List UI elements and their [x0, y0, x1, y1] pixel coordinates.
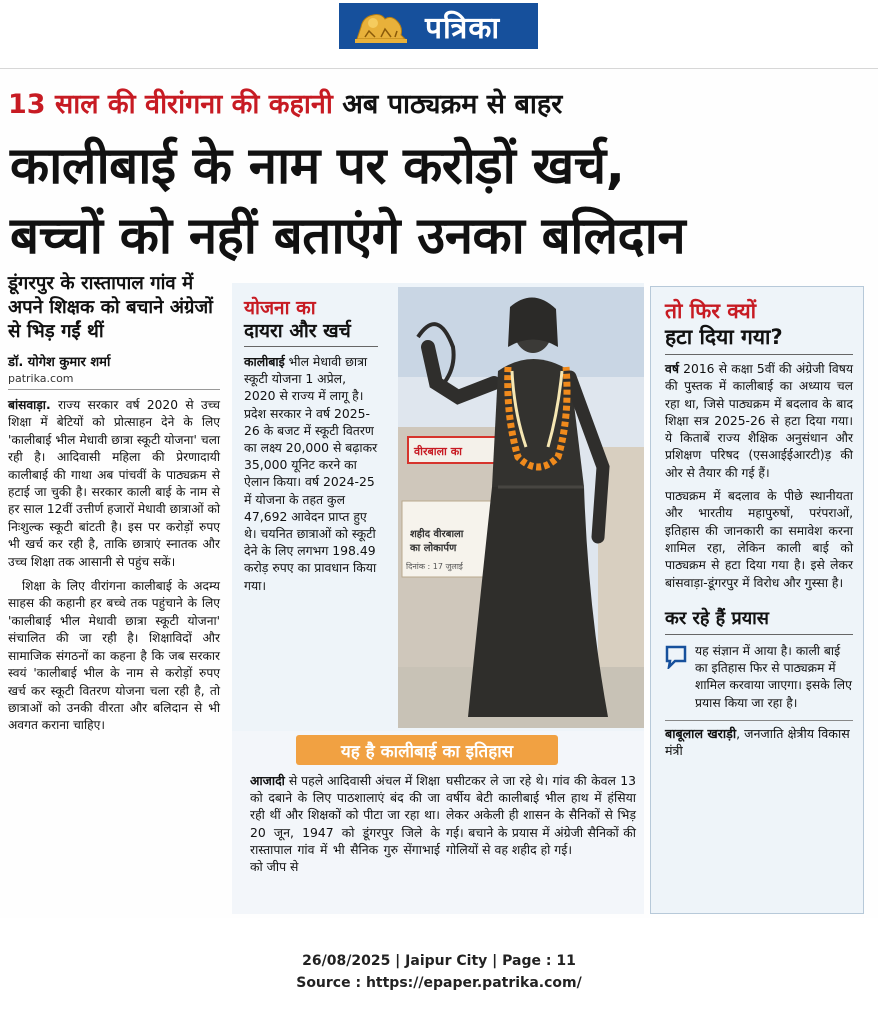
photo-banner-text: वीरबाला का — [414, 445, 463, 458]
footer-source-link[interactable]: Source : https://epaper.patrika.com/ — [296, 975, 582, 991]
minister-quote — [665, 643, 853, 712]
sidebar-paragraph-1 — [665, 361, 853, 482]
kicker-black: अब पाठ्यक्रम से बाहर — [342, 89, 563, 120]
headline-line-1: कालीबाई के नाम पर करोड़ों खर्च, — [10, 137, 625, 196]
deck: डूंगरपुर के रास्तापाल गांव में अपने शिक्षक को बचाने अंग्रेजों से भिड़ गईं थीं — [8, 273, 213, 342]
paragraph-2: शिक्षा के लिए वीरांगना कालीबाई के अदम्य साहस की कहानी हर बच्चे तक पहुंचाने के लिए 'कालीबाई भील मेधावी छात्रा स्कूटी योजना' संचालित की जा रही है। शिक्षाविदों और सामाजिक संगठनों का कहना है कि जब सरकार स्वयं 'कालीबाई भील के नाम से करोड़ों रुपए खर्च कर स्कूटी वितरण योजना चला रही है, तो छात्राओं को उनकी वीरता और बलिदान से भी अवगत कराना चाहिए। — [8, 579, 220, 733]
quote-author-role: , जनजाति क्षेत्रीय विकास मंत्री — [665, 726, 850, 759]
statue-photo-illustration — [398, 287, 644, 728]
quote-author-name: बाबूलाल खराड़ी — [665, 726, 737, 742]
photo-plaque-line-1: शहीद वीरबाला — [410, 529, 464, 540]
photo-plaque-line-2: का लोकार्पण — [410, 543, 457, 554]
sidebar-box — [650, 286, 864, 914]
sidebar-subtitle: हटा दिया गया? — [665, 325, 853, 355]
sidebar-title: तो फिर क्यों — [665, 299, 757, 323]
history-banner: यह है कालीबाई का इतिहास — [296, 735, 558, 765]
scheme-box-body: भील मेधावी छात्रा स्कूटी योजना 1 अप्रेल, 2020 से राज्य में लागू है। प्रदेश सरकार ने वर्ष 2025-26 के बजट में स्कूटी वितरण का लक्ष्य 20,000 से बढ़ाकर 35,000 यूनिट करने का ऐलान किया। वर्ष 2024-25 में योजना के तहत कुल 47,692 आवेदन प्राप्त हुए थे। चयनित छात्राओं को स्कूटी देने के लिए लगभग 198.49 करोड़ रुपए का प्रावधान किया गया। — [244, 354, 378, 593]
sidebar-lead: वर्ष — [665, 362, 679, 376]
kalibai-statue-photo — [398, 287, 644, 728]
history-column-2: घसीटकर ले जा रहे थे। गांव की केवल 13 वर्षीय बेटी कालीबाई भील हाथ में हंसिया लेकर अकेली ही शासन के सैनिकों से भिड़ गई। बचाने के प्रयास में अंग्रेजी सैनिकों की गोलियों से वह शहीद हो गई। — [446, 773, 636, 857]
footer-date-edition: 26/08/2025 | Jaipur City | Page : 11 — [302, 953, 576, 969]
footer — [0, 950, 878, 994]
kicker-red: 13 साल की वीरांगना की कहानी — [8, 89, 333, 120]
scheme-box-title: योजना का — [244, 297, 316, 319]
sidebar-heading-2: कर रहे हैं प्रयास — [665, 606, 853, 635]
masthead-title: पत्रिका — [425, 10, 501, 46]
scheme-box-text — [244, 353, 378, 594]
lion-emblem-logo — [351, 7, 411, 45]
left-column — [8, 272, 220, 912]
byline: डॉ. योगेश कुमार शर्मा — [8, 355, 111, 370]
quote-author — [665, 720, 853, 759]
scheme-box-subtitle: दायरा और खर्च — [244, 320, 378, 347]
history-column-1 — [250, 772, 440, 875]
kicker — [8, 84, 562, 121]
sidebar-paragraph-2: पाठ्यक्रम में बदलाव के पीछे स्थानीयता और भारतीय महापुरुषों, परंपराओं, इतिहास की जानकारी का समावेश करना शामिल रहा, लेकिन काली बाई को पाठ्यक्रम से हटा दिया गया है। इसे लेकर बांसवाड़ा-डूंगरपुर में विरोध और गुस्सा है। — [665, 489, 853, 590]
byline-site: patrika.com — [8, 372, 220, 390]
quote-text: यह संज्ञान में आया है। काली बाई का इतिहास फिर से पाठ्यक्रम में शामिल करवाया जाएगा। इसके लिए प्रयास किया जा रहा है। — [695, 643, 852, 710]
paragraph-1-text: राज्य सरकार वर्ष 2020 से उच्च शिक्षा में बेटियों को प्रोत्साहन देने के लिए 'कालीबाई भील मेधावी छात्रा स्कूटी योजना' चला रही है। आदिवासी महिला की प्रेरणादायी कालीबाई की गाथा अब पांचवीं के पाठ्यक्रम से हटाई जा चुकी है। सरकार काली बाई के नाम से हर साल 12वीं उत्तीर्ण हजारों मेधावी छात्राओं को निःशुल्क स्कूटी बांटती है। इस पर करोड़ों रुपए भी खर्च कर रही है, ताकि छात्राएं स्नातक और उच्च शिक्षा तक आसानी से पहुंच सकें। — [8, 398, 220, 569]
scheme-box-lead: कालीबाई — [244, 354, 285, 369]
dateline: बांसवाड़ा. — [8, 398, 51, 412]
paragraph-1 — [8, 397, 220, 571]
scheme-box — [244, 296, 378, 594]
masthead — [339, 3, 538, 49]
photo-plaque-date: दिनांक : 17 जुलाई — [406, 562, 463, 571]
history-column-1-text: से पहले आदिवासी अंचल में शिक्षा को दबाने के लिए पाठशालाएं बंद की जा रही थीं और शिक्षकों को पीटा जा रहा था। 20 जून, 1947 को डूंगरपुर जिले के रास्तापाल गांव में भी सैनिक गुरु सेंगाभाई को जीप से — [250, 773, 440, 875]
history-lead: आजादी — [250, 773, 285, 788]
headline-line-2: बच्चों को नहीं बताएंगे उनका बलिदान — [10, 207, 686, 266]
quote-icon — [665, 645, 687, 669]
sidebar-body-1: 2016 से कक्षा 5वीं की अंग्रेजी विषय की पुस्तक में कालीबाई का अध्याय चल रहा था, जिसे पाठ्यक्रम में बदलाव के बाद शिक्षा सत्र 2025-26 से हटा दिया गया। ये किताबें राज्य शैक्षिक अनुसंधान और प्रशिक्षण परिषद (एसआईईआरटी)ड़ की ओर से तैयार की गई हैं। — [665, 362, 853, 480]
